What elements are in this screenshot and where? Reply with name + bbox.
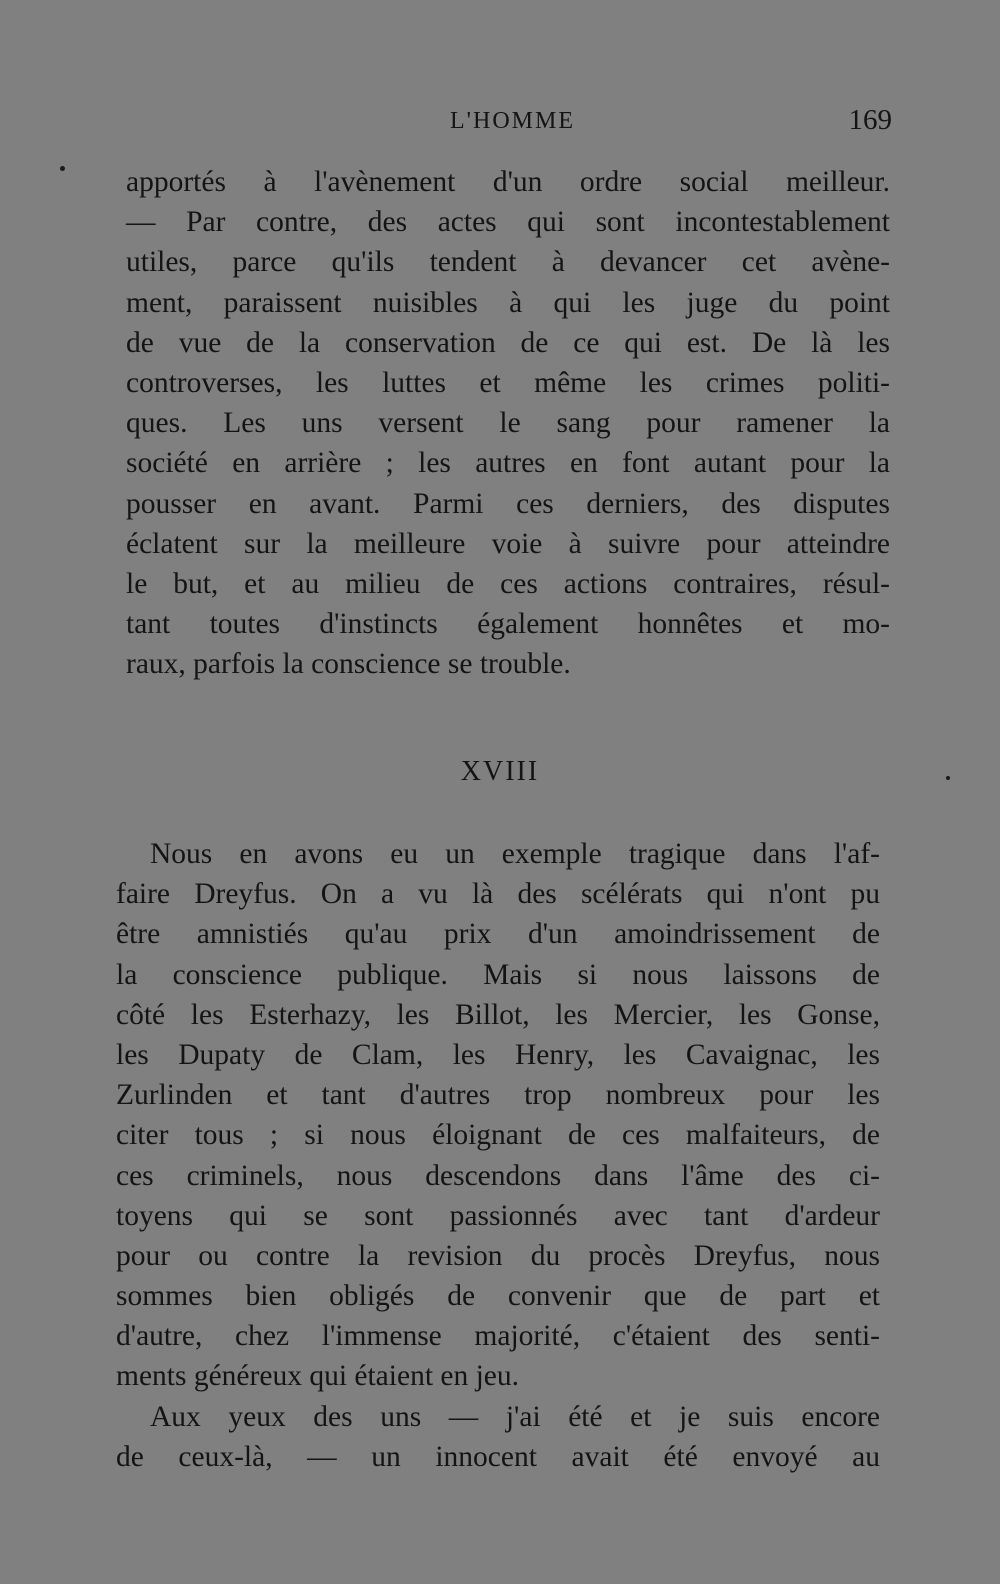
text-line: faire Dreyfus. On a vu là des scélérats qui n'ont pu	[116, 878, 880, 911]
text-line: citer tous ; si nous éloignant de ces malfaiteurs, de	[116, 1119, 880, 1152]
text-line: pousser en avant. Parmi ces derniers, des disputes	[126, 487, 890, 520]
text-line: Aux yeux des uns — j'ai été et je suis encore	[150, 1400, 880, 1433]
ink-speck	[60, 166, 65, 171]
text-line: ces criminels, nous descendons dans l'âme des ci-	[116, 1159, 880, 1192]
text-line: sommes bien obligés de convenir que de part et	[116, 1280, 880, 1313]
running-header	[120, 104, 900, 144]
text-line: tant toutes d'instincts également honnêtes et mo-	[126, 608, 890, 641]
paragraph-continued	[126, 162, 890, 684]
text-line: apportés à l'avènement d'un ordre social meilleur.	[126, 166, 890, 198]
text-line: Zurlinden et tant d'autres trop nombreux pour les	[116, 1079, 880, 1112]
text-line: utiles, parce qu'ils tendent à devancer cet avène-	[126, 246, 890, 279]
text-line: de ceux-là, — un innocent avait été envoyé au	[116, 1440, 880, 1473]
text-line: d'autre, chez l'immense majorité, c'étaient des senti-	[116, 1320, 880, 1353]
text-line: Nous en avons eu un exemple tragique dans l'af-	[150, 838, 880, 870]
text-line: ments généreux qui étaient en jeu.	[116, 1360, 520, 1393]
text-line: éclatent sur la meilleure voie à suivre pour atteindre	[126, 527, 890, 560]
text-line: les Dupaty de Clam, les Henry, les Cavaignac, les	[116, 1038, 880, 1071]
text-line: controverses, les luttes et même les crimes politi-	[126, 366, 890, 399]
text-line: la conscience publique. Mais si nous laissons de	[116, 958, 880, 991]
running-title: L'HOMME	[450, 108, 575, 134]
text-line: toyens qui se sont passionnés avec tant d'ardeur	[116, 1199, 880, 1232]
text-line: être amnistiés qu'au prix d'un amoindrissement de	[116, 918, 880, 951]
text-line: société en arrière ; les autres en font autant pour la	[126, 447, 890, 480]
text-line: de vue de la conservation de ce qui est. De là les	[126, 326, 890, 359]
text-line: — Par contre, des actes qui sont incontestablement	[126, 206, 890, 239]
section-body	[116, 834, 880, 1477]
text-line: raux, parfois la conscience se trouble.	[126, 648, 571, 681]
text-line: ment, paraissent nuisibles à qui les juge du point	[126, 286, 890, 319]
text-line: côté les Esterhazy, les Billot, les Mercier, les Gonse,	[116, 998, 880, 1031]
text-line: le but, et au milieu de ces actions contraires, résul-	[126, 567, 890, 600]
section-heading: XVIII	[460, 756, 540, 787]
page-number: 169	[848, 104, 892, 136]
text-line: ques. Les uns versent le sang pour ramener la	[126, 407, 890, 440]
text-line: pour ou contre la revision du procès Dreyfus, nous	[116, 1239, 880, 1272]
